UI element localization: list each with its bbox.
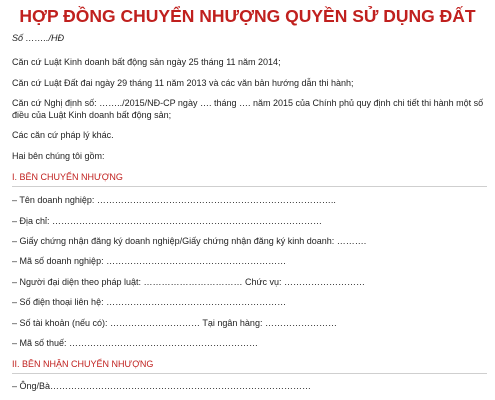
preamble-line-2: Căn cứ Luật Đất đai ngày 29 tháng 11 năm 2013 và các văn bản hướng dẫn thi hành; [12, 78, 354, 88]
section-divider [12, 373, 487, 374]
seller-field-tax-code: – Mã số thuế: ……………………………………………………… [12, 338, 259, 348]
contract-number-line: Số ……../HĐ [12, 33, 65, 43]
seller-field-enterprise-code: – Mã số doanh nghiệp: …………………………………………………… [12, 256, 287, 266]
preamble-line-3: Căn cứ Nghị định số: ……../2015/NĐ-CP ngày …. tháng …. năm 2015 của Chính phủ quy định chi tiết thi hành một số điều của Luật Kinh doanh bất động sản; [12, 98, 484, 120]
buyer-field-name: – Ông/Bà…………………………………………………………………………… [12, 381, 312, 391]
section-heading-buyer: II. BÊN NHẬN CHUYỂN NHƯỢNG [12, 359, 154, 369]
seller-field-phone: – Số điện thoại liên hệ: …………………………………………………… [12, 297, 287, 307]
section-divider [12, 186, 487, 187]
seller-field-registration: – Giấy chứng nhận đăng ký doanh nghiệp/Giấy chứng nhận đăng ký kinh doanh: ………. [12, 236, 367, 246]
preamble-line-1: Căn cứ Luật Kinh doanh bất động sản ngày 25 tháng 11 năm 2014; [12, 57, 281, 67]
preamble-line-5: Hai bên chúng tôi gồm: [12, 151, 105, 161]
document-title: HỢP ĐỒNG CHUYỂN NHƯỢNG QUYỀN SỬ DỤNG ĐẤT [19, 6, 476, 26]
section-heading-seller: I. BÊN CHUYỂN NHƯỢNG [12, 172, 123, 182]
preamble-line-4: Các căn cứ pháp lý khác. [12, 130, 114, 140]
seller-field-bank-account: – Số tài khoản (nếu có): ………………………… Tại ngân hàng: …………………… [12, 318, 337, 328]
seller-field-company-name: – Tên doanh nghiệp: …………………………………………………………………….. [12, 195, 336, 205]
seller-field-address: – Địa chỉ: ……………………………………………………………………………… [12, 216, 323, 226]
seller-field-legal-representative: – Người đại diện theo pháp luật: …………………………… Chức vụ: ……………………… [12, 277, 366, 287]
